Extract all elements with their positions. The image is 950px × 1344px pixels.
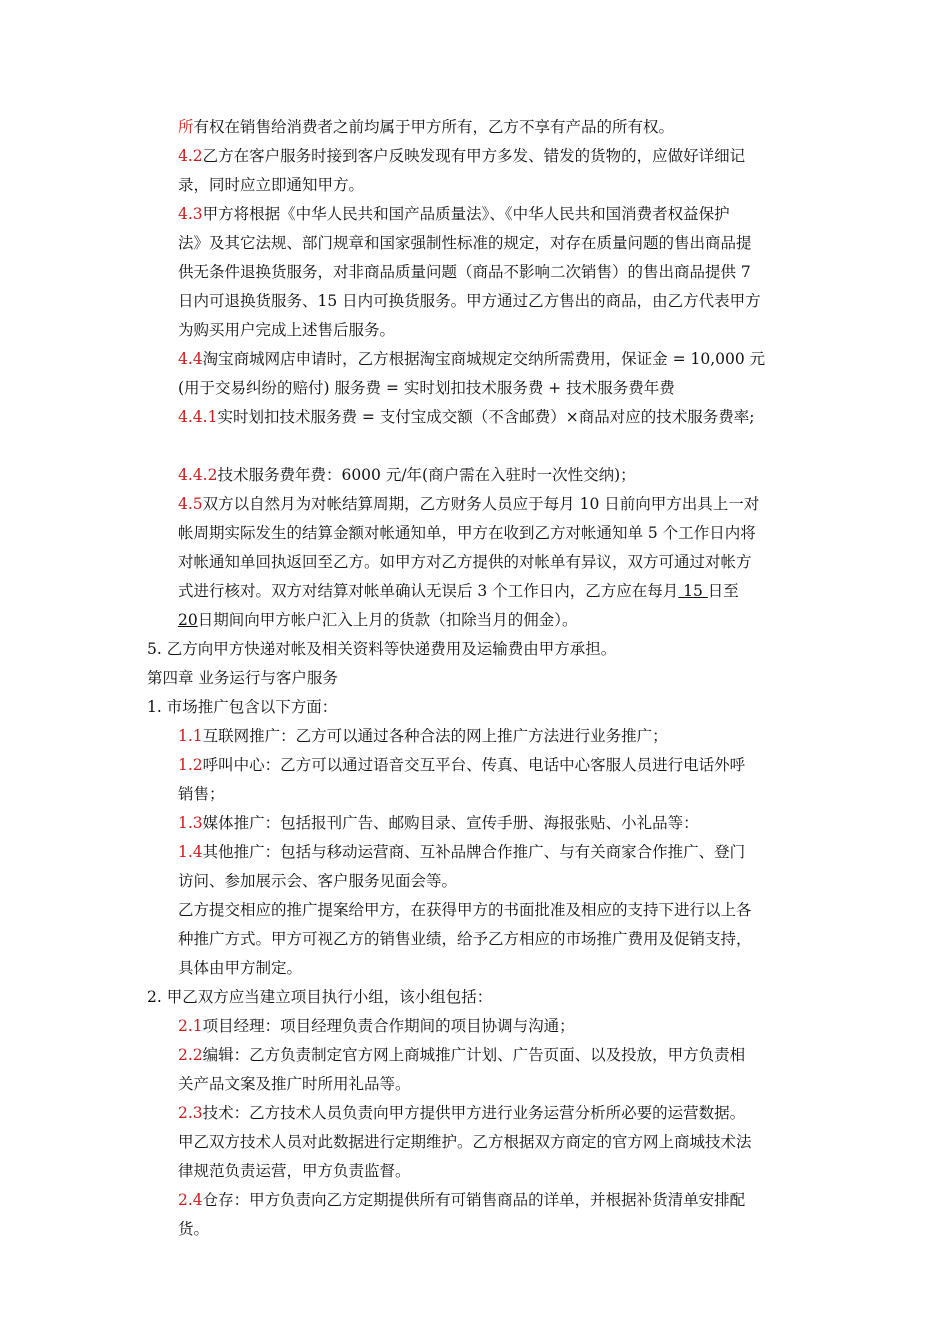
clause-number: 1.4 [178,843,203,861]
line-text: 双方以自然月为对帐结算周期，乙方财务人员应于每月 10 日前向甲方出具上一对 [202,495,760,513]
clause-number: 所 [178,118,194,136]
clause-number: 1.1 [178,727,203,745]
doc-line [178,290,761,312]
doc-line [178,1160,411,1182]
doc-line [178,116,674,138]
doc-line [178,1102,745,1124]
doc-line [178,725,668,747]
line-text: 编辑：乙方负责制定官方网上商城推广计划、广告页面、以及投放，甲方负责相 [202,1046,746,1064]
clause-number: 2.3 [178,1104,203,1122]
clause-number: 1.3 [178,814,203,832]
line-text: 帐周期实际发生的结算金额对帐通知单，甲方在收到乙方对帐通知单 5 个工作日内将 [178,524,756,542]
line-text: 技术服务费年费：6000 元/年(商户需在入驻时一次性交纳)； [217,466,636,484]
clause-number: 4.4 [178,350,203,368]
clause-number: 2.1 [178,1017,203,1035]
doc-line [147,638,616,660]
doc-line [178,609,578,631]
doc-line [178,551,752,573]
doc-line [178,812,699,834]
line-text: 关产品文案及推广时所用礼品等。 [178,1075,411,1093]
clause-number: 4.2 [178,147,203,165]
doc-line [178,377,675,399]
line-text: 实时划扣技术服务费 = 支付宝成交额（不含邮费）×商品对应的技术服务费率; [217,408,755,426]
clause-number: 4.5 [178,495,203,513]
doc-line [178,319,395,341]
line-text: 呼叫中心：乙方可以通过语音交互平台、传真、电话中心客服人员进行电话外呼 [202,756,746,774]
underlined-day: 20 [178,611,198,629]
doc-line [178,783,225,805]
doc-line [178,406,755,428]
line-text: 媒体推广：包括报刊广告、邮购目录、宣传手册、海报张贴、小礼品等： [202,814,699,832]
clause-number: 1.2 [178,756,203,774]
doc-line [178,899,752,921]
doc-line [178,1131,752,1153]
doc-line [178,1073,411,1095]
underlined-day: 15 [678,582,708,600]
line-text: 其他推广：包括与移动运营商、互补品牌合作推广、与有关商家合作推广、登门 [202,843,746,861]
line-text: 技术：乙方技术人员负责向甲方提供甲方进行业务运营分析所必要的运营数据。 [202,1104,746,1122]
line-text: 仓存：甲方负责向乙方定期提供所有可销售商品的详单，并根据补货清单安排配 [202,1191,746,1209]
chapter-heading [147,667,338,689]
doc-line [178,1015,575,1037]
clause-number: 4.3 [178,205,203,223]
doc-line [178,174,364,196]
line-text: 对帐通知单回执返回至乙方。如甲方对乙方提供的对帐单有异议，双方可通过对帐方 [178,553,752,571]
line-text: 式进行核对。双方对结算对帐单确认无误后 3 个工作日内，乙方应在每月 [178,582,679,600]
doc-line [178,841,745,863]
line-text: 销售； [178,785,225,803]
line-text: 日期间向甲方帐户汇入上月的货款（扣除当月的佣金）。 [197,611,578,629]
doc-line [178,464,636,486]
line-text: 货。 [178,1220,210,1238]
doc-line [178,957,302,979]
doc-line [178,348,765,370]
line-text: 甲乙双方技术人员对此数据进行定期维护。乙方根据双方商定的官方网上商城技术法 [178,1133,752,1151]
doc-line [178,493,759,515]
line-text: 日内可退换货服务、15 日内可换货服务。甲方通过乙方售出的商品，由乙方代表甲方 [178,292,761,310]
clause-number: 2.4 [178,1191,203,1209]
line-text: 供无条件退换货服务，对非商品质量问题（商品不影响二次销售）的售出商品提供 7 [178,263,751,281]
clause-number: 4.4.2 [178,466,218,484]
line-text: 乙方在客户服务时接到客户反映发现有甲方多发、错发的货物的，应做好详细记 [202,147,746,165]
doc-line [178,261,751,283]
doc-line [178,580,739,602]
line-text: 乙方提交相应的推广提案给甲方，在获得甲方的书面批准及相应的支持下进行以上各 [178,901,752,919]
clause-number: 2.2 [178,1046,203,1064]
line-text: 律规范负责运营，甲方负责监督。 [178,1162,411,1180]
doc-line [178,232,752,254]
line-text: 互联网推广：乙方可以通过各种合法的网上推广方法进行业务推广； [202,727,668,745]
line-text: 具体由甲方制定。 [178,959,303,977]
clause-number: 4.4.1 [178,408,218,426]
doc-line [147,696,337,718]
doc-line [147,986,492,1008]
line-text: 法》及其它法规、部门规章和国家强制性标准的规定，对存在质量问题的售出商品提 [178,234,752,252]
line-text: 有权在销售给消费者之前均属于甲方所有，乙方不享有产品的所有权。 [193,118,675,136]
line-text: 甲方将根据《中华人民共和国产品质量法》、《中华人民共和国消费者权益保护 [202,205,730,223]
doc-line [178,870,457,892]
doc-line [178,203,730,225]
doc-line [178,1189,745,1211]
line-text-tail: 日至 [707,582,739,600]
doc-line [178,754,745,776]
line-text: 5. 乙方向甲方快递对帐及相关资料等快递费用及运输费由甲方承担。 [147,640,617,658]
line-text: 为购买用户完成上述售后服务。 [178,321,396,339]
line-text: 录，同时应立即通知甲方。 [178,176,365,194]
line-text: (用于交易纠纷的赔付) 服务费 = 实时划扣技术服务费 + 技术服务费年费 [178,379,675,397]
doc-line [178,522,756,544]
line-text: 2. 甲乙双方应当建立项目执行小组，该小组包括： [147,988,493,1006]
line-text: 种推广方式。甲方可视乙方的销售业绩，给予乙方相应的市场推广费用及促销支持， [178,930,752,948]
doc-line [178,928,752,950]
line-text: 访问、参加展示会、客户服务见面会等。 [178,872,458,890]
line-text: 淘宝商城网店申请时，乙方根据淘宝商城规定交纳所需费用，保证金 = 10,000 元 [202,350,766,368]
line-text: 项目经理：项目经理负责合作期间的项目协调与沟通； [202,1017,575,1035]
doc-line [178,1218,209,1240]
doc-line [178,145,745,167]
line-text: 第四章 业务运行与客户服务 [147,669,338,687]
doc-line [178,1044,745,1066]
line-text: 1. 市场推广包含以下方面： [147,698,338,716]
